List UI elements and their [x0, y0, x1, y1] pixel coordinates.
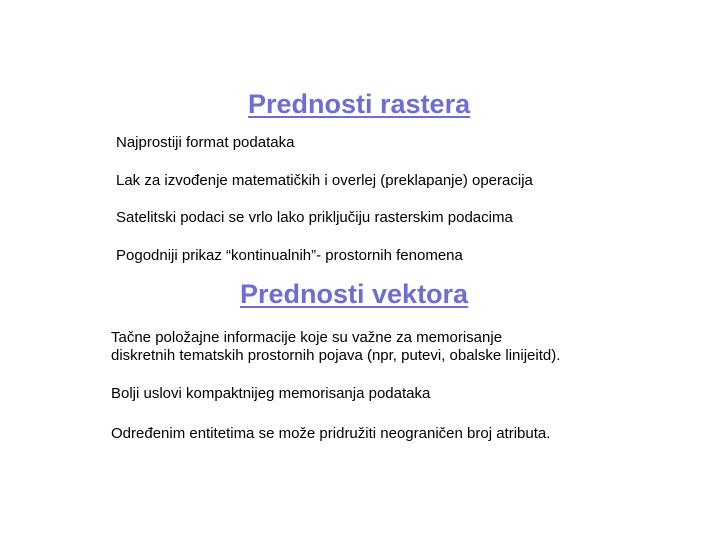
vector-advantage-item [111, 329, 560, 365]
raster-advantage-item: Pogodniji prikaz “kontinualnih”- prostornih fenomena [116, 247, 463, 264]
raster-advantages-title: Prednosti rastera [248, 89, 471, 119]
raster-advantage-item: Lak za izvođenje matematičkih i overlej (preklapanje) operacija [116, 172, 533, 189]
vector-advantage-line: Tačne položajne informacije koje su važne za memorisanje [111, 329, 503, 346]
vector-advantage-item: Bolji uslovi kompaktnijeg memorisanja podataka [111, 385, 431, 402]
vector-advantages-title: Prednosti vektora [240, 279, 469, 309]
vector-advantage-line: diskretnih tematskih prostornih pojava (npr, putevi, obalske linijeitd). [111, 347, 561, 364]
raster-advantage-item: Satelitski podaci se vrlo lako priključiju rasterskim podacima [116, 209, 513, 226]
raster-advantage-item: Najprostiji format podataka [116, 134, 295, 151]
vector-advantage-item: Određenim entitetima se može pridružiti neograničen broj atributa. [111, 425, 551, 442]
